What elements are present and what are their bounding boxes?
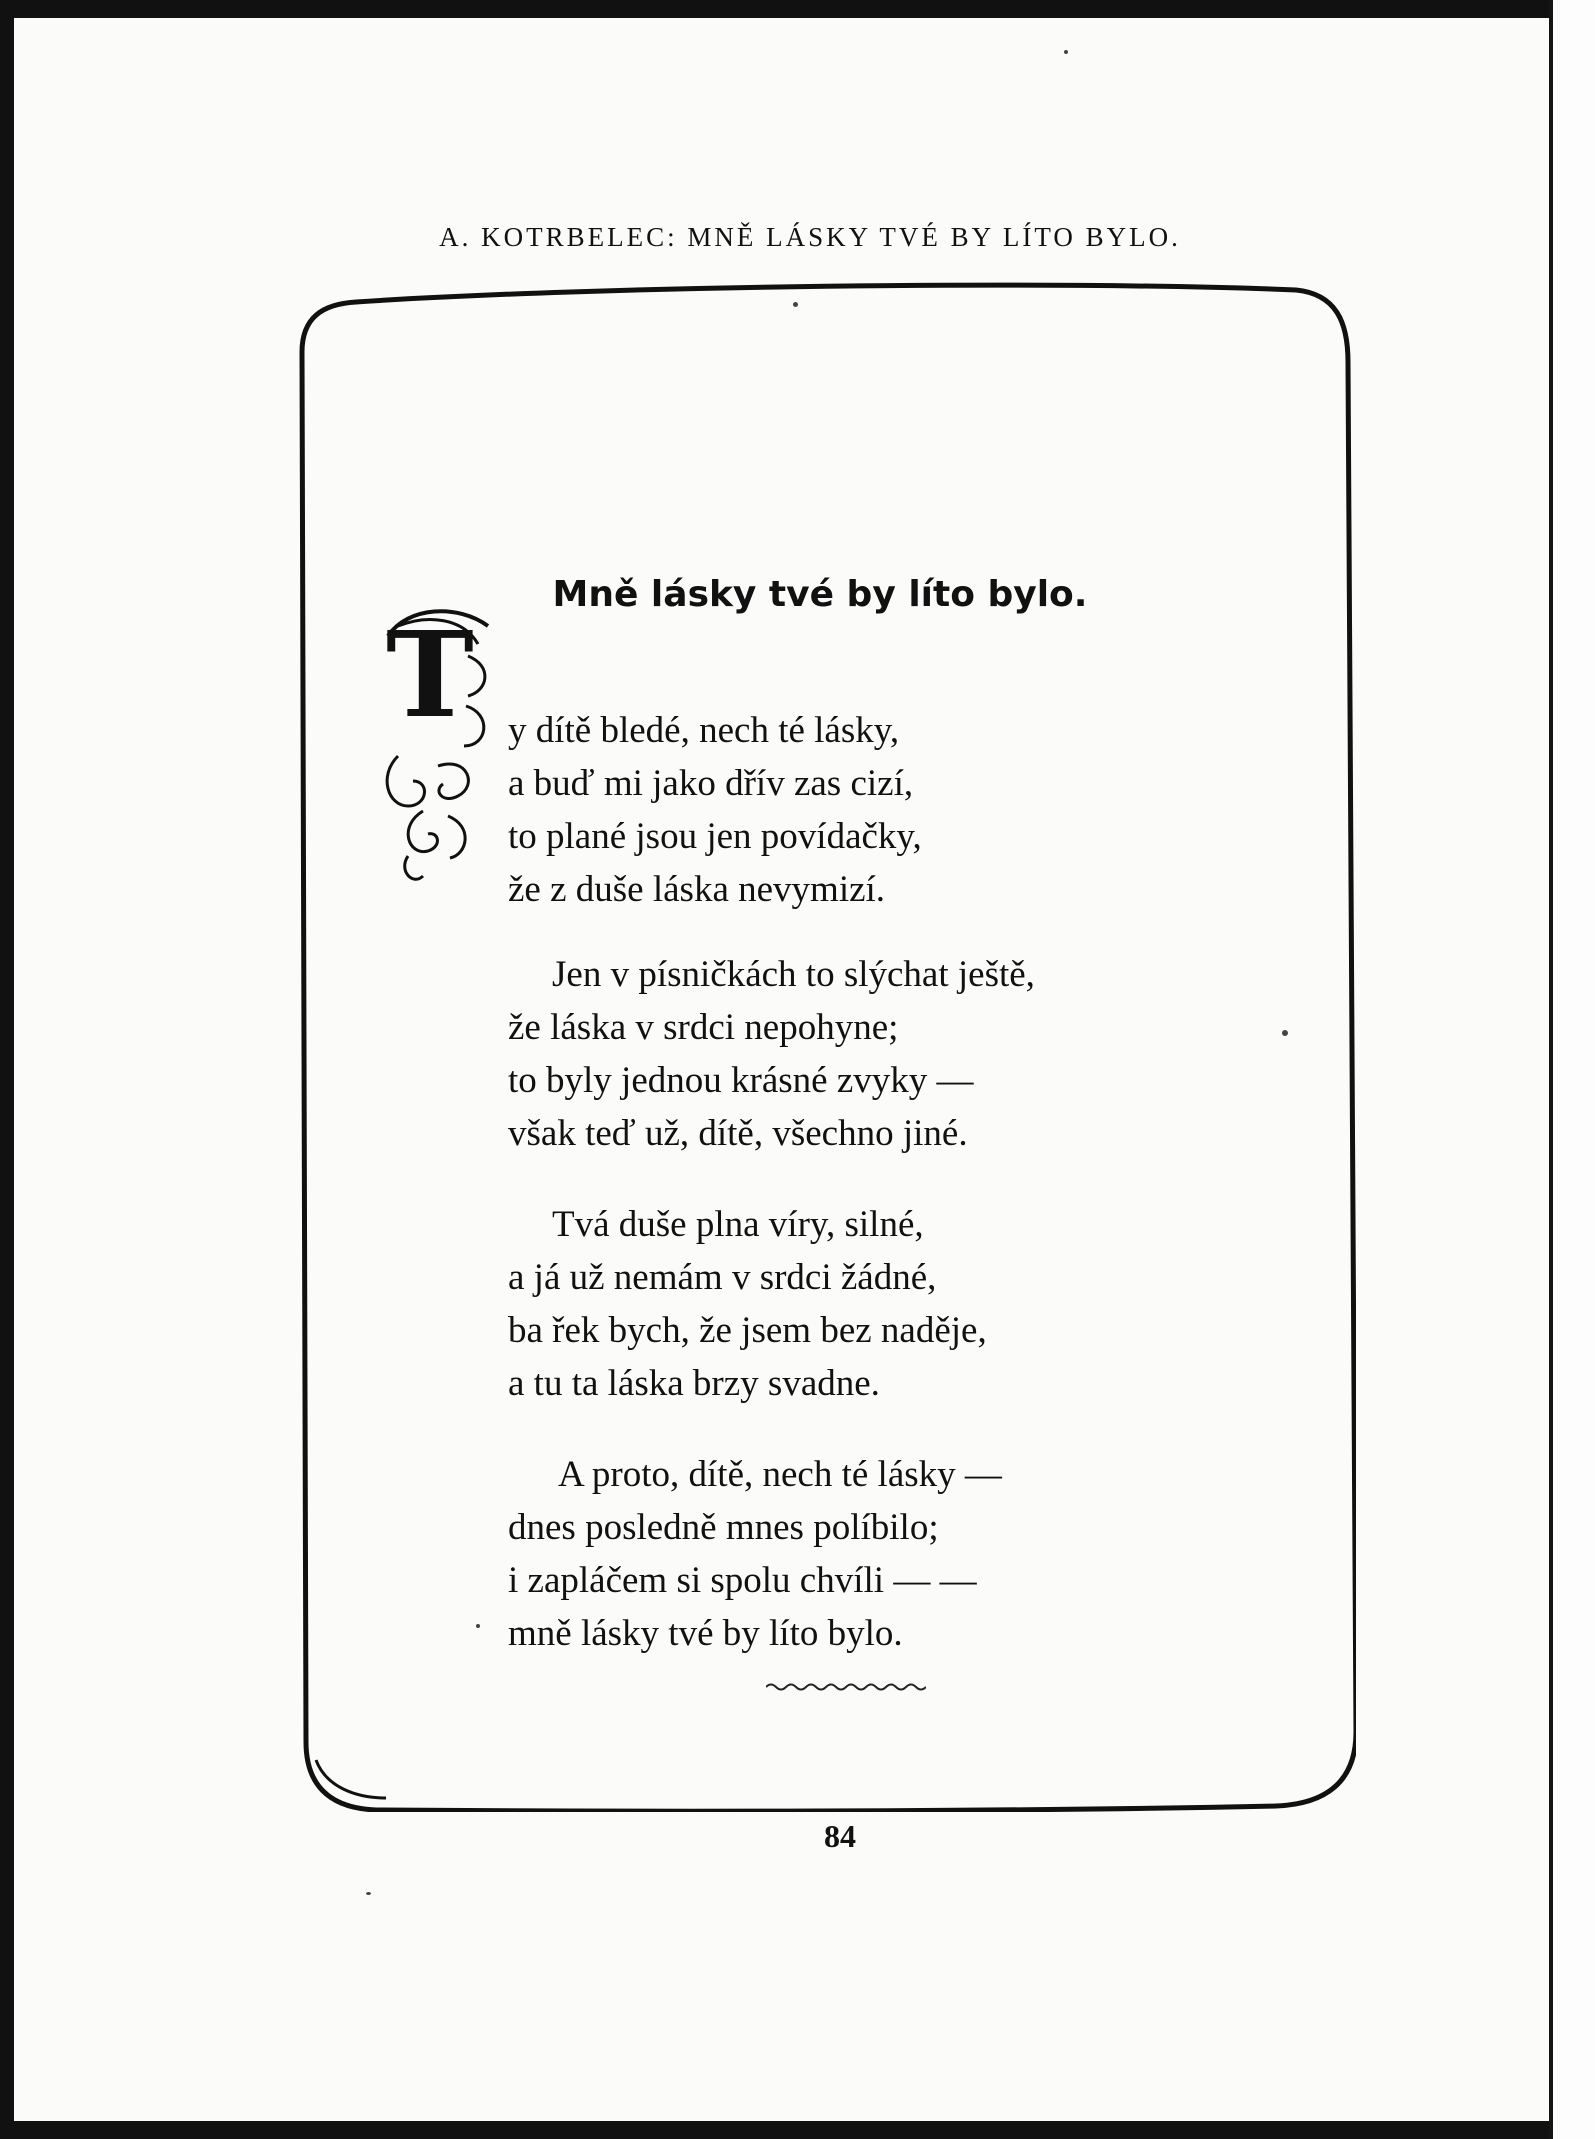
running-head: A. KOTRBELEC: MNĚ LÁSKY TVÉ BY LÍTO BYLO. bbox=[439, 222, 1181, 252]
scan-speck bbox=[793, 302, 798, 307]
decorative-initial bbox=[368, 596, 498, 886]
scan-speck bbox=[366, 1892, 371, 1895]
verse-line: a buď mi jako dřív zas cizí, bbox=[508, 763, 914, 804]
verse-line: a já už nemám v srdci žádné, bbox=[508, 1257, 937, 1298]
verse-line: mně lásky tvé by líto bylo. bbox=[508, 1613, 903, 1654]
poem-title: Mně lásky tvé by líto bylo. bbox=[552, 574, 1088, 615]
tail-ornament-icon bbox=[766, 1680, 926, 1694]
page-edge bbox=[1549, 0, 1595, 2139]
page-number: 84 bbox=[824, 1818, 856, 1854]
stanza-1 bbox=[508, 704, 1228, 916]
verse-line: Tvá duše plna víry, silné, bbox=[552, 1204, 924, 1245]
verse-line: a tu ta láska brzy svadne. bbox=[508, 1363, 880, 1404]
stanza-2 bbox=[508, 948, 1228, 1160]
scan-speck bbox=[476, 1624, 480, 1628]
stanza-3 bbox=[508, 1198, 1228, 1410]
verse-line: ba řek bych, že jsem bez naděje, bbox=[508, 1310, 987, 1351]
verse-line: že láska v srdci nepohyne; bbox=[508, 1007, 899, 1048]
scan-speck bbox=[1282, 1030, 1288, 1036]
verse-line: Jen v písničkách to slýchat ještě, bbox=[552, 954, 1035, 995]
verse-line: však teď už, dítě, všechno jiné. bbox=[508, 1113, 968, 1154]
verse-line: dnes posledně mnes políbilo; bbox=[508, 1507, 939, 1548]
stanza-4 bbox=[508, 1448, 1228, 1660]
verse-line: A proto, dítě, nech té lásky — bbox=[558, 1454, 1002, 1495]
initial-letter: T bbox=[386, 605, 474, 744]
verse-line: že z duše láska nevymizí. bbox=[508, 869, 886, 910]
verse-line: to plané jsou jen povídačky, bbox=[508, 816, 922, 857]
verse-line: to byly jednou krásné zvyky — bbox=[508, 1060, 974, 1101]
scan-speck bbox=[1064, 50, 1068, 54]
verse-line: y dítě bledé, nech té lásky, bbox=[508, 710, 900, 751]
verse-line: i zapláčem si spolu chvíli — — bbox=[508, 1560, 977, 1601]
